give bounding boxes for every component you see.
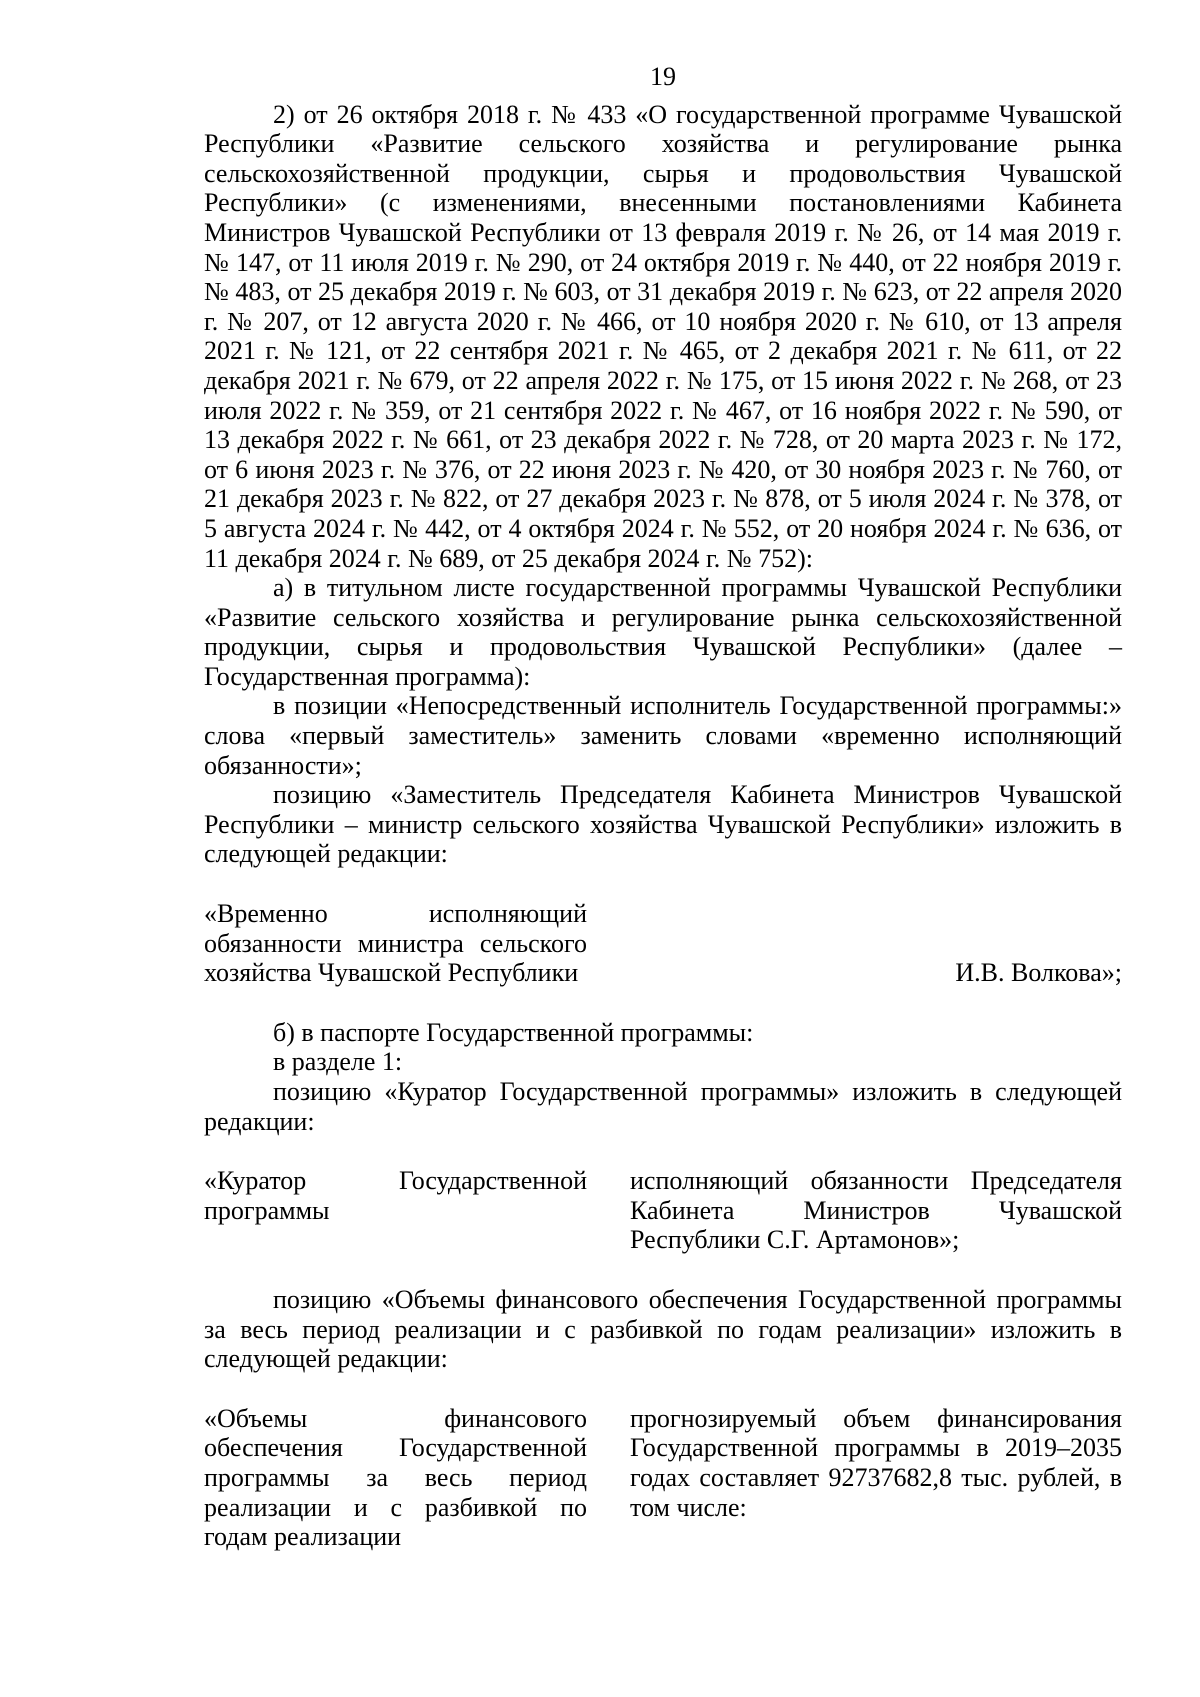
paragraph-section-1: в разделе 1: [273, 1047, 403, 1077]
funding-value: прогнозируемый объем финансирования Государственной программы в 2019–2035 годах составляет 92737682,8 тыс. рублей, в том числе: [630, 1403, 1122, 1522]
signature-position: «Временно исполняющий обязанности министра сельского хозяйства Чувашской Республики [204, 899, 587, 988]
curator-block [204, 1166, 1122, 1255]
paragraph-deputy-position: позицию «Заместитель Председателя Кабинета Министров Чувашской Республики – министр сельского хозяйства Чувашской Республики» изложить в следующей редакции: [204, 780, 1122, 869]
paragraph-executor-position: в позиции «Непосредственный исполнитель Государственной программы:» слова «первый заместитель» заменить словами «временно исполняющий обязанности»; [204, 691, 1122, 780]
paragraph-passport: б) в паспорте Государственной программы: [273, 1017, 754, 1047]
funding-block [204, 1404, 1122, 1552]
curator-label: «Куратор Государственной программы [204, 1166, 587, 1225]
paragraph-curator-position: позицию «Куратор Государственной программы» изложить в следующей редакции: [204, 1077, 1122, 1136]
document-page [204, 62, 1122, 1552]
paragraph-funding-position: позицию «Объемы финансового обеспечения Государственной программы за весь период реализации и с разбивкой по годам реализации» изложить в следующей редакции: [204, 1284, 1122, 1374]
signature-name: И.В. Волкова»; [955, 958, 1122, 988]
page-number: 19 [650, 62, 676, 91]
curator-value: исполняющий обязанности Председателя Кабинета Министров Чувашской Республики С.Г. Артамонов»; [630, 1166, 1122, 1255]
funding-label: «Объемы финансового обеспечения Государственной программы за весь период реализации и с разбивкой по годам реализации [204, 1403, 587, 1552]
paragraph-title-page: а) в титульном листе государственной программы Чувашской Республики «Развитие сельского хозяйства и регулирование рынка сельскохозяйственной продукции, сырья и продовольствия Чувашской Республики» (далее – Государственная программа): [204, 573, 1122, 691]
signature-block [204, 899, 1122, 988]
paragraph-resolution-2: 2) от 26 октября 2018 г. № 433 «О государственной программе Чувашской Республики «Развитие сельского хозяйства и регулирование рынка сельскохозяйственной продукции, сырья и продовольствия Чувашской Республики» (с изменениями, внесенными постановлениями Кабинета Министров Чувашской Республики от 13 февраля 2019 г. № 26, от 14 мая 2019 г. № 147, от 11 июля 2019 г. № 290, от 24 октября 2019 г. № 440, от 22 ноября 2019 г. № 483, от 25 декабря 2019 г. № 603, от 31 декабря 2019 г. № 623, от 22 апреля 2020 г. № 207, от 12 августа 2020 г. № 466, от 10 ноября 2020 г. № 610, от 13 апреля 2021 г. № 121, от 22 сентября 2021 г. № 465, от 2 декабря 2021 г. № 611, от 22 декабря 2021 г. № 679, от 22 апреля 2022 г. № 175, от 15 июня 2022 г. № 268, от 23 июля 2022 г. № 359, от 21 сентября 2022 г. № 467, от 16 ноября 2022 г. № 590, от 13 декабря 2022 г. № 661, от 23 декабря 2022 г. № 728, от 20 марта 2023 г. № 172, от 6 июня 2023 г. № 376, от 22 июня 2023 г. № 420, от 30 ноября 2023 г. № 760, от 21 декабря 2023 г. № 822, от 27 декабря 2023 г. № 878, от 5 июля 2024 г. № 378, от 5 августа 2024 г. № 442, от 4 октября 2024 г. № 552, от 20 ноября 2024 г. № 636, от 11 декабря 2024 г. № 689, от 25 декабря 2024 г. № 752): [204, 99, 1122, 573]
